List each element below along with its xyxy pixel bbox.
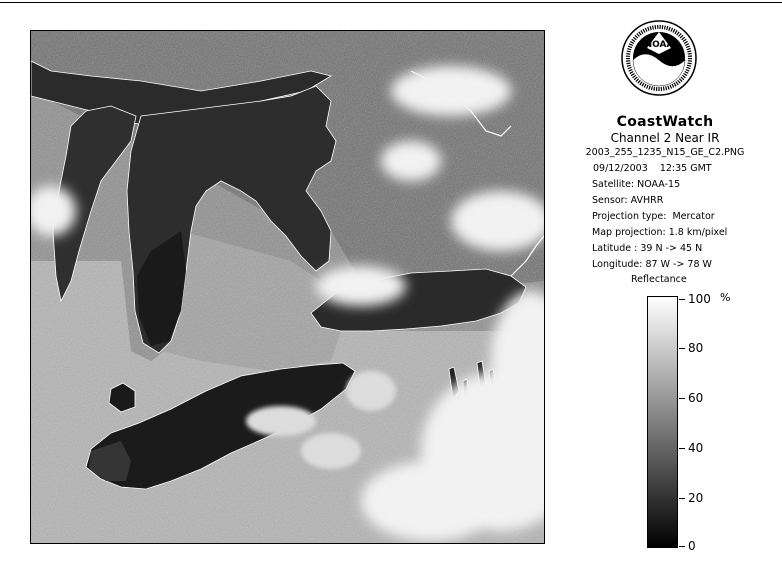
satellite-label: Satellite: NOAA-15 [592,179,681,190]
colorbar-tick-label: 80 [688,341,704,355]
colorbar-tick-label: 100 [688,292,711,306]
sensor-label: Sensor: AVHRR [592,195,664,206]
longitude-label: Longitude: 87 W -> 78 W [592,259,712,270]
app-title: CoastWatch [616,114,714,130]
colorbar-tick [679,398,685,399]
colorbar-title: Reflectance [631,274,687,285]
colorbar-tick-label: 20 [688,491,704,505]
colorbar-tick-label: 40 [688,441,704,455]
noaa-logo [621,20,697,96]
satellite-map-image [31,31,544,543]
colorbar-tick-label: 0 [688,539,696,553]
filename-label: 2003_255_1235_N15_GE_C2.PNG [585,147,745,158]
date-time-label: 09/12/2003 12:35 GMT [593,163,712,174]
colorbar-tick [679,299,685,300]
reflectance-colorbar [647,296,678,548]
map-projection-label: Map projection: 1.8 km/pixel [592,227,728,238]
latitude-label: Latitude : 39 N -> 45 N [592,243,703,254]
colorbar-unit: % [720,291,731,304]
top-border-line [0,2,782,3]
colorbar-tick-label: 60 [688,391,704,405]
channel-label: Channel 2 Near IR [610,131,720,145]
colorbar-tick [679,498,685,499]
satellite-map [30,30,545,544]
noaa-logo-text: NOAA [644,40,674,50]
colorbar-tick [679,448,685,449]
colorbar-tick [679,546,685,547]
colorbar-tick [679,348,685,349]
projection-type-label: Projection type: Mercator [592,211,715,222]
